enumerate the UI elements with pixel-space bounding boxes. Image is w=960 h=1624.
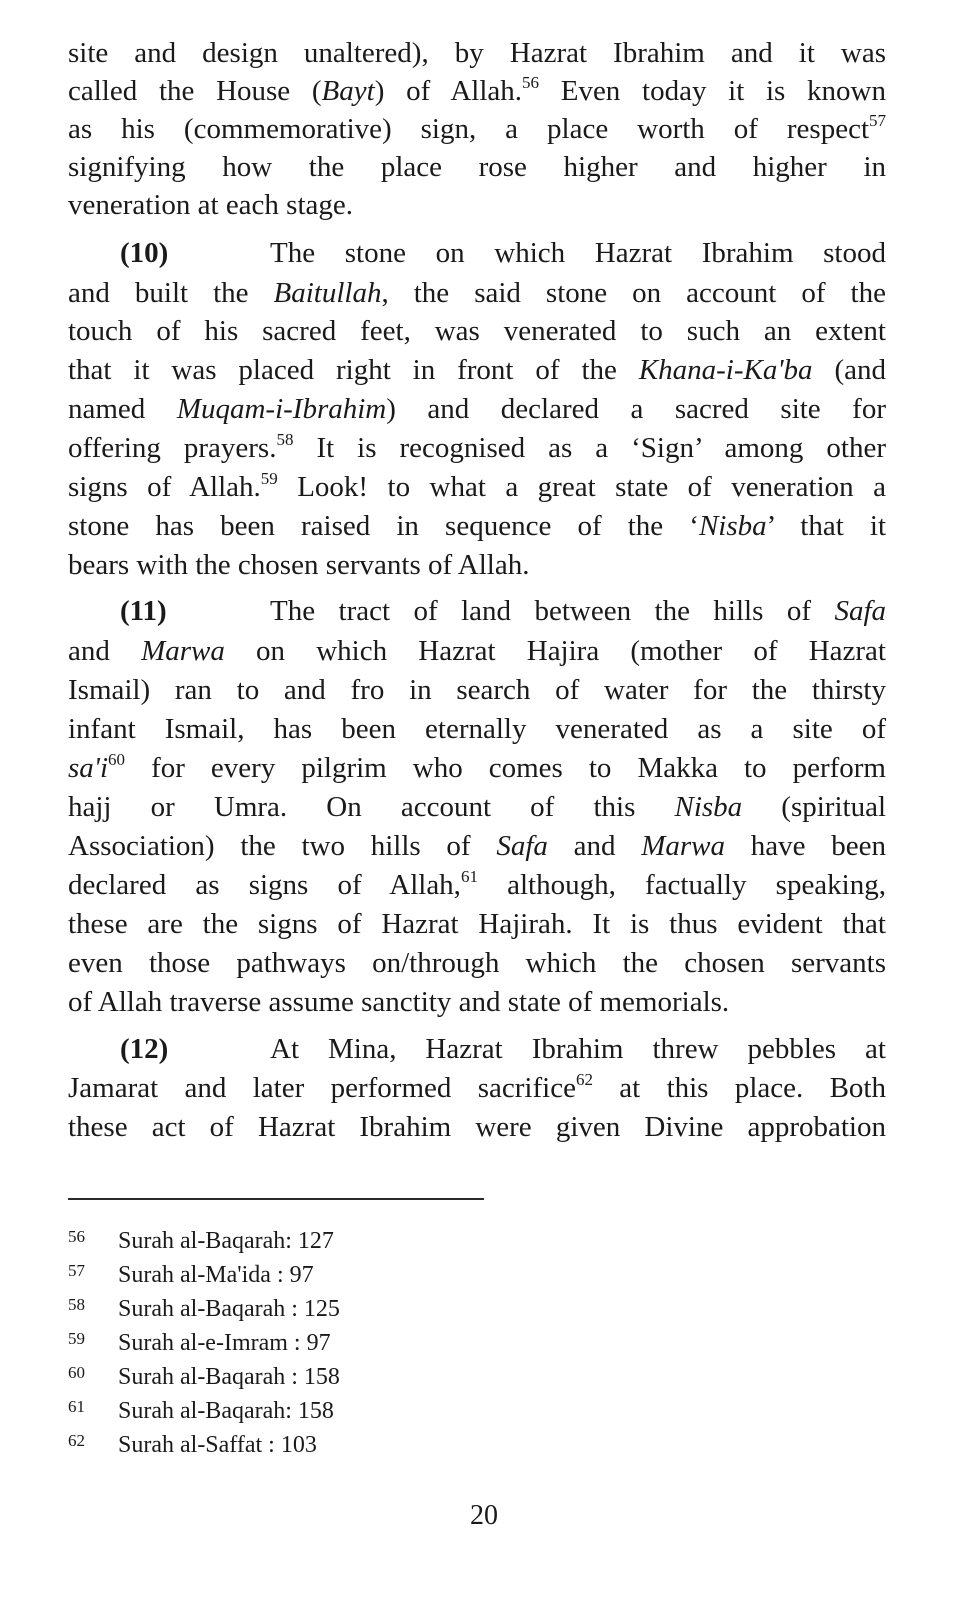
text-line: Ismail) ran to and fro in search of water for the thirsty	[68, 674, 886, 706]
footnote: 56 Surah al-Baqarah: 127	[68, 1227, 334, 1254]
text-line: touch of his sacred feet, was venerated to such an extent	[68, 315, 886, 347]
text-line: signs of Allah.$^{59}$ Look! to what a great state of veneration a	[68, 469, 886, 503]
footnote: 59 Surah al-e-Imram : 97	[68, 1329, 331, 1356]
paragraph-10-start: (10) The stone on which Hazrat Ibrahim stood	[68, 234, 886, 272]
paragraph-11-start: (11) The tract of land between the hills of Safa	[68, 592, 886, 630]
paragraph-number: (11)	[120, 595, 167, 627]
text-line: site and design unaltered), by Hazrat Ibrahim and it was	[68, 37, 886, 69]
text-line: Association) the two hills of Safa and Marwa have been	[68, 830, 886, 862]
text-line: that it was placed right in front of the Khana-i-Ka'ba (and	[68, 354, 886, 386]
text-line: and built the Baitullah, the said stone on account of the	[68, 277, 886, 309]
text-line: and Marwa on which Hazrat Hajira (mother of Hazrat	[68, 635, 886, 667]
paragraph-number: (12)	[120, 1033, 169, 1065]
text-line: $sa'i^{60}$ for every pilgrim who comes to Makka to perform	[68, 750, 886, 784]
footnote: 62 Surah al-Saffat : 103	[68, 1431, 317, 1458]
footnote: 58 Surah al-Baqarah : 125	[68, 1295, 340, 1322]
footnote: 57 Surah al-Ma'ida : 97	[68, 1261, 314, 1288]
footnote-divider	[68, 1198, 484, 1200]
text-line: declared as signs of Allah,$^{61}$ although, factually speaking,	[68, 867, 886, 901]
text-line	[68, 110, 886, 148]
text-line: bears with the chosen servants of Allah.	[68, 549, 530, 581]
text-line: hajj or Umra. On account of this Nisba (spiritual	[68, 791, 886, 823]
text-line: these act of Hazrat Ibrahim were given Divine approbation	[68, 1111, 886, 1143]
text-line: infant Ismail, has been eternally venerated as a site of	[68, 713, 886, 745]
text-segment: called the House (Bayt) of Allah.$^{56}$ Even today it is known	[68, 73, 886, 107]
paragraph-number: (10)	[120, 237, 169, 269]
text-line: veneration at each stage.	[68, 189, 354, 221]
footnote: 61 Surah al-Baqarah: 158	[68, 1397, 334, 1424]
text-segment: as his (commemorative) sign, a place worth of respect$^{57}$	[68, 111, 886, 145]
text-line: named Muqam-i-Ibrahim) and declared a sacred site for	[68, 393, 886, 425]
text-line: even those pathways on/through which the chosen servants	[68, 947, 886, 979]
text-line: stone has been raised in sequence of the ‘Nisba’ that it	[68, 510, 886, 542]
text-line: of Allah traverse assume sanctity and state of memorials.	[68, 986, 730, 1018]
page-number: 20	[470, 1500, 498, 1531]
text-line	[68, 72, 886, 110]
paragraph-12-start: (12) At Mina, Hazrat Ibrahim threw pebbles at	[68, 1030, 886, 1068]
text-line: Jamarat and later performed sacrifice$^{62}$ at this place. Both	[68, 1070, 886, 1104]
text-line: signifying how the place rose higher and higher in	[68, 151, 886, 183]
footnote: 60 Surah al-Baqarah : 158	[68, 1363, 340, 1390]
text-line: offering prayers.$^{58}$ It is recognised as a ‘Sign’ among other	[68, 430, 886, 464]
text-line: these are the signs of Hazrat Hajirah. It is thus evident that	[68, 908, 886, 940]
